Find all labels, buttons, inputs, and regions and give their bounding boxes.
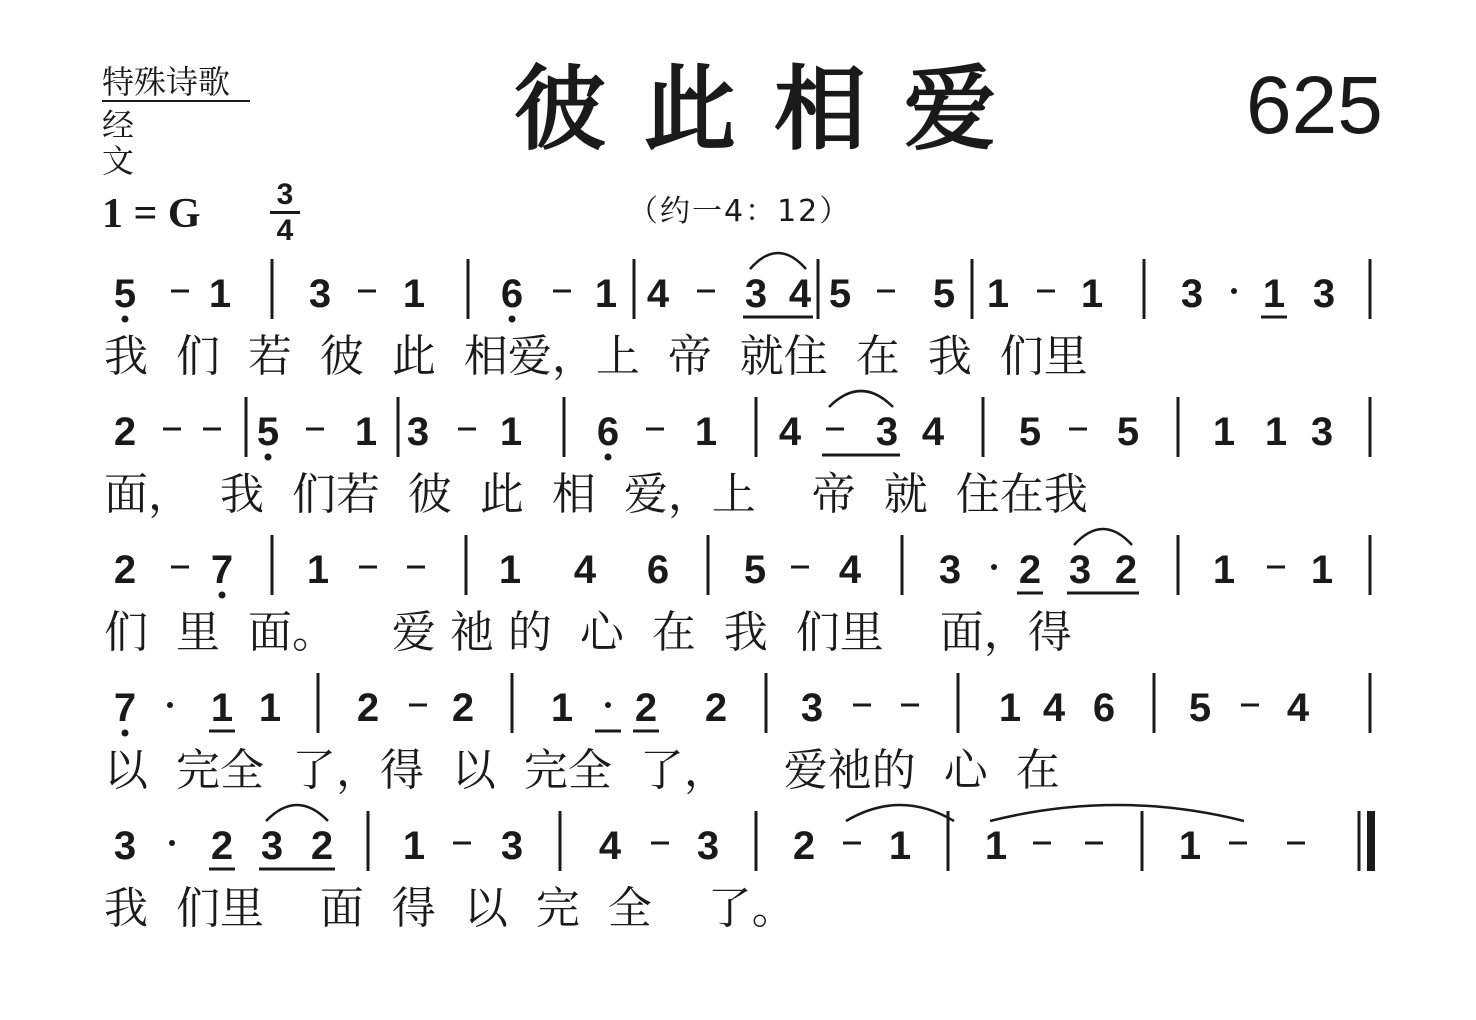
note-digit: 3 <box>113 824 137 868</box>
note-digit: 2 <box>310 824 334 868</box>
note-digit: 1 <box>1178 824 1202 868</box>
note-digit: 5 <box>828 272 852 316</box>
note-digit: 4 <box>778 410 802 454</box>
lyric-line-3: 们 里 面。 爱 祂 的 心 在 我 们里 面，得 <box>104 607 1072 658</box>
note-digit: 3 <box>744 272 768 316</box>
low-octave-dot <box>219 592 226 599</box>
note-digit: 2 <box>210 824 234 868</box>
note-digit: 1 <box>258 686 282 730</box>
note-digit: 1 <box>1080 272 1104 316</box>
low-octave-dot <box>509 316 516 323</box>
augmentation-dot <box>167 702 173 708</box>
note-digit: 3 <box>406 410 430 454</box>
note-digit: 1 <box>1212 410 1236 454</box>
note-digit: 1 <box>498 548 522 592</box>
note-digit: 2 <box>704 686 728 730</box>
note-digit: 1 <box>1310 548 1334 592</box>
note-digit: 2 <box>113 548 137 592</box>
category-label: 特殊诗歌 <box>102 64 250 102</box>
key-signature: 1 = G <box>102 191 201 237</box>
hymn-number: 625 <box>1246 60 1383 151</box>
note-digit: 3 <box>308 272 332 316</box>
note-digit: 4 <box>646 272 670 316</box>
lyric-line-1: 我 们 若 彼 此 相爱，上 帝 就住 在 我 们里 <box>104 331 1088 382</box>
note-digit: 4 <box>838 548 862 592</box>
note-digit: 7 <box>113 686 137 730</box>
augmentation-dot <box>991 564 997 570</box>
note-digit: 1 <box>208 272 232 316</box>
note-digit: 4 <box>598 824 622 868</box>
note-digit: 2 <box>634 686 658 730</box>
note-digit: 6 <box>596 410 620 454</box>
note-digit: 5 <box>1188 686 1212 730</box>
note-digit: 2 <box>1114 548 1138 592</box>
note-digit: 3 <box>1312 272 1336 316</box>
note-digit: 1 <box>499 410 523 454</box>
note-digit: 4 <box>788 272 812 316</box>
note-digit: 6 <box>500 272 524 316</box>
scripture-reference: （约一4：12） <box>628 194 852 229</box>
note-digit: 7 <box>210 548 234 592</box>
note-digit: 3 <box>1068 548 1092 592</box>
lyric-line-5: 我 们里 面 得 以 完 全 了。 <box>104 883 796 934</box>
note-digit: 5 <box>256 410 280 454</box>
note-digit: 4 <box>1042 686 1066 730</box>
slur-arc <box>829 391 893 407</box>
note-digit: 1 <box>1262 272 1286 316</box>
note-digit: 5 <box>1018 410 1042 454</box>
note-digit: 2 <box>792 824 816 868</box>
lyric-line-4: 以 完全 了，得 以 完全 了， 爱祂的 心 在 <box>104 745 1060 796</box>
note-digit: 5 <box>1116 410 1140 454</box>
note-digit: 1 <box>1264 410 1288 454</box>
slur-arc <box>750 253 806 269</box>
slur-arc <box>1074 529 1132 545</box>
note-digit: 4 <box>921 410 945 454</box>
augmentation-dot <box>1231 288 1237 294</box>
low-octave-dot <box>122 730 129 737</box>
time-signature-numerator: 3 <box>270 180 300 214</box>
note-digit: 1 <box>550 686 574 730</box>
note-digit: 1 <box>694 410 718 454</box>
note-digit: 2 <box>451 686 475 730</box>
note-digit: 3 <box>500 824 524 868</box>
note-digit: 1 <box>984 824 1008 868</box>
note-digit: 1 <box>210 686 234 730</box>
lyric-line-2: 面， 我 们若 彼 此 相 爱，上 帝 就 住在我 <box>104 469 1088 520</box>
slur-arc <box>266 805 328 821</box>
note-digit: 3 <box>1310 410 1334 454</box>
note-digit: 1 <box>402 272 426 316</box>
note-digit: 1 <box>594 272 618 316</box>
note-digit: 3 <box>938 548 962 592</box>
augmentation-dot <box>605 702 611 708</box>
time-signature-denominator: 4 <box>276 214 294 247</box>
augmentation-dot <box>169 840 175 846</box>
note-digit: 1 <box>402 824 426 868</box>
note-digit: 6 <box>1092 686 1116 730</box>
note-digit: 1 <box>986 272 1010 316</box>
note-digit: 3 <box>696 824 720 868</box>
low-octave-dot <box>265 454 272 461</box>
low-octave-dot <box>605 454 612 461</box>
note-digit: 5 <box>113 272 137 316</box>
note-digit: 4 <box>573 548 597 592</box>
note-digit: 1 <box>354 410 378 454</box>
note-digit: 6 <box>646 548 670 592</box>
note-digit: 1 <box>998 686 1022 730</box>
note-digit: 3 <box>800 686 824 730</box>
note-digit: 5 <box>932 272 956 316</box>
note-digit: 3 <box>1180 272 1204 316</box>
note-digit: 1 <box>306 548 330 592</box>
category-sub-label: 经文 <box>102 106 207 180</box>
hymn-title: 彼此相爱 <box>514 55 1035 163</box>
note-digit: 5 <box>743 548 767 592</box>
note-digit: 1 <box>888 824 912 868</box>
note-digit: 4 <box>1286 686 1310 730</box>
note-digit: 2 <box>356 686 380 730</box>
slur-arc <box>846 805 954 821</box>
note-digit: 3 <box>260 824 284 868</box>
note-digit: 2 <box>113 410 137 454</box>
note-digit: 2 <box>1018 548 1042 592</box>
low-octave-dot <box>122 316 129 323</box>
slur-arc <box>990 805 1244 821</box>
note-digit: 3 <box>875 410 899 454</box>
note-digit: 1 <box>1212 548 1236 592</box>
